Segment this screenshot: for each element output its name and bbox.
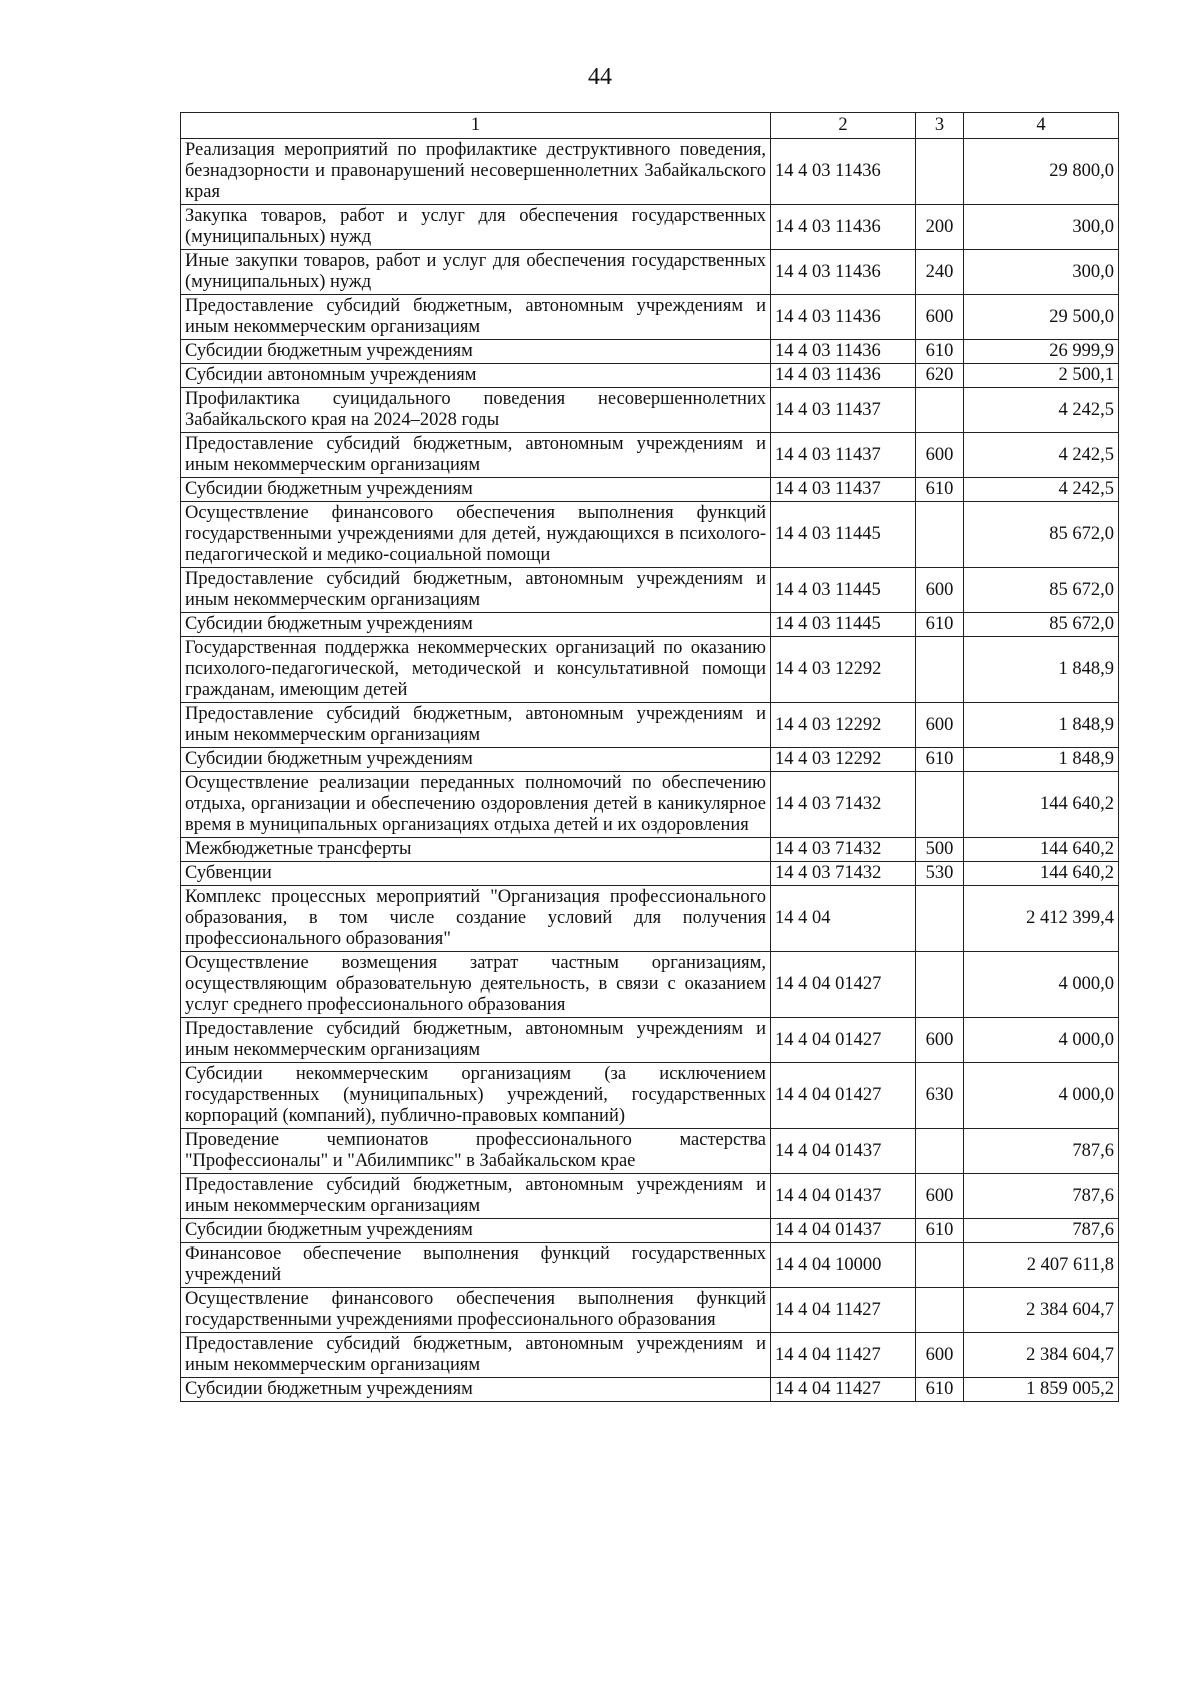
row-expense-type: 600: [916, 568, 964, 613]
row-expense-type: 610: [916, 478, 964, 502]
row-expense-type: 600: [916, 1018, 964, 1063]
row-name: Субсидии бюджетным учреждениям: [181, 1378, 771, 1402]
row-expense-type: 610: [916, 1378, 964, 1402]
table-row: [181, 1243, 1119, 1288]
row-code: 14 4 03 11436: [771, 205, 916, 250]
row-name: Субсидии бюджетным учреждениям: [181, 340, 771, 364]
table-row: [181, 1174, 1119, 1219]
row-amount: 85 672,0: [964, 568, 1119, 613]
row-amount: 4 000,0: [964, 952, 1119, 1018]
row-amount: 29 800,0: [964, 139, 1119, 205]
row-amount: 4 000,0: [964, 1018, 1119, 1063]
row-name: Субсидии автономным учреждениям: [181, 364, 771, 388]
row-amount: 2 500,1: [964, 364, 1119, 388]
row-expense-type: [916, 139, 964, 205]
row-amount: 2 384 604,7: [964, 1288, 1119, 1333]
row-code: 14 4 03 11436: [771, 364, 916, 388]
row-expense-type: 600: [916, 1333, 964, 1378]
page-number: 44: [588, 64, 612, 90]
row-name: Осуществление реализации переданных полномочий по обеспечению отдыха, организации и обеспечению оздоровления детей в каникулярное время в муниципальных организациях отдыха детей и их оздоровления: [181, 772, 771, 838]
row-amount: 85 672,0: [964, 613, 1119, 637]
row-code: 14 4 04 01427: [771, 952, 916, 1018]
table-row: [181, 637, 1119, 703]
row-name: Субсидии бюджетным учреждениям: [181, 748, 771, 772]
row-code: 14 4 04 01437: [771, 1129, 916, 1174]
table-row: [181, 250, 1119, 295]
header-col-2: 2: [771, 113, 916, 139]
row-code: 14 4 04 11427: [771, 1288, 916, 1333]
table-row: [181, 1378, 1119, 1402]
table-row: [181, 568, 1119, 613]
row-name: Предоставление субсидий бюджетным, автономным учреждениям и иным некоммерческим организациям: [181, 703, 771, 748]
row-code: 14 4 04 11427: [771, 1378, 916, 1402]
budget-table: [180, 112, 1119, 1402]
header-row: [181, 113, 1119, 139]
row-code: 14 4 03 71432: [771, 838, 916, 862]
row-name: Комплекс процессных мероприятий "Организация профессионального образования, в том числе создание условий для получения профессионального образования": [181, 886, 771, 952]
row-expense-type: [916, 1243, 964, 1288]
row-expense-type: [916, 502, 964, 568]
row-name: Проведение чемпионатов профессионального мастерства "Профессионалы" и "Абилимпикс" в Забайкальском крае: [181, 1129, 771, 1174]
row-amount: 787,6: [964, 1174, 1119, 1219]
row-expense-type: 610: [916, 748, 964, 772]
row-code: 14 4 04 10000: [771, 1243, 916, 1288]
row-amount: 29 500,0: [964, 295, 1119, 340]
row-expense-type: 620: [916, 364, 964, 388]
row-code: 14 4 03 11437: [771, 433, 916, 478]
row-expense-type: [916, 388, 964, 433]
row-expense-type: [916, 1288, 964, 1333]
row-name: Осуществление финансового обеспечения выполнения функций государственными учреждениями для детей, нуждающихся в психолого-педагогической и медико-социальной помощи: [181, 502, 771, 568]
row-amount: 1 848,9: [964, 637, 1119, 703]
row-name: Закупка товаров, работ и услуг для обеспечения государственных (муниципальных) нужд: [181, 205, 771, 250]
row-expense-type: [916, 772, 964, 838]
row-expense-type: [916, 952, 964, 1018]
table-row: [181, 1219, 1119, 1243]
row-expense-type: 200: [916, 205, 964, 250]
row-amount: 85 672,0: [964, 502, 1119, 568]
row-expense-type: 610: [916, 613, 964, 637]
table-row: [181, 862, 1119, 886]
row-code: 14 4 03 71432: [771, 862, 916, 886]
row-code: 14 4 03 11436: [771, 295, 916, 340]
row-name: Осуществление финансового обеспечения выполнения функций государственными учреждениями профессионального образования: [181, 1288, 771, 1333]
row-amount: 144 640,2: [964, 772, 1119, 838]
table-row: [181, 478, 1119, 502]
row-name: Предоставление субсидий бюджетным, автономным учреждениям и иным некоммерческим организациям: [181, 433, 771, 478]
row-code: 14 4 03 11437: [771, 388, 916, 433]
table-row: [181, 388, 1119, 433]
row-name: Предоставление субсидий бюджетным, автономным учреждениям и иным некоммерческим организациям: [181, 568, 771, 613]
row-amount: 4 000,0: [964, 1063, 1119, 1129]
row-code: 14 4 04 01427: [771, 1018, 916, 1063]
row-name: Субсидии бюджетным учреждениям: [181, 1219, 771, 1243]
table-row: [181, 748, 1119, 772]
row-expense-type: [916, 1129, 964, 1174]
row-code: 14 4 04 11427: [771, 1333, 916, 1378]
row-name: Субсидии бюджетным учреждениям: [181, 613, 771, 637]
row-expense-type: 610: [916, 1219, 964, 1243]
row-code: 14 4 03 11436: [771, 250, 916, 295]
table-row: [181, 838, 1119, 862]
row-amount: 2 407 611,8: [964, 1243, 1119, 1288]
row-code: 14 4 04: [771, 886, 916, 952]
table-body: [181, 139, 1119, 1402]
table-row: [181, 205, 1119, 250]
table-row: [181, 1018, 1119, 1063]
row-amount: 26 999,9: [964, 340, 1119, 364]
row-name: Предоставление субсидий бюджетным, автономным учреждениям и иным некоммерческим организациям: [181, 1174, 771, 1219]
table-row: [181, 1063, 1119, 1129]
row-amount: 1 848,9: [964, 703, 1119, 748]
row-expense-type: 240: [916, 250, 964, 295]
table-row: [181, 952, 1119, 1018]
row-name: Иные закупки товаров, работ и услуг для обеспечения государственных (муниципальных) нужд: [181, 250, 771, 295]
row-expense-type: 500: [916, 838, 964, 862]
table-row: [181, 886, 1119, 952]
row-amount: 4 242,5: [964, 388, 1119, 433]
row-expense-type: 610: [916, 340, 964, 364]
row-amount: 1 848,9: [964, 748, 1119, 772]
header-col-4: 4: [964, 113, 1119, 139]
table-row: [181, 433, 1119, 478]
row-name: Субвенции: [181, 862, 771, 886]
table-row: [181, 139, 1119, 205]
row-name: Субсидии некоммерческим организациям (за исключением государственных (муниципальных) учреждений, государственных корпораций (компаний), публично-правовых компаний): [181, 1063, 771, 1129]
row-code: 14 4 03 12292: [771, 637, 916, 703]
table-row: [181, 295, 1119, 340]
row-expense-type: 600: [916, 295, 964, 340]
row-name: Предоставление субсидий бюджетным, автономным учреждениям и иным некоммерческим организациям: [181, 295, 771, 340]
row-amount: 144 640,2: [964, 838, 1119, 862]
row-expense-type: [916, 637, 964, 703]
row-name: Предоставление субсидий бюджетным, автономным учреждениям и иным некоммерческим организациям: [181, 1333, 771, 1378]
row-code: 14 4 03 11437: [771, 478, 916, 502]
table-row: [181, 613, 1119, 637]
row-amount: 4 242,5: [964, 433, 1119, 478]
table-row: [181, 772, 1119, 838]
table-row: [181, 364, 1119, 388]
row-code: 14 4 04 01437: [771, 1219, 916, 1243]
row-code: 14 4 03 11445: [771, 568, 916, 613]
row-amount: 2 412 399,4: [964, 886, 1119, 952]
row-name: Профилактика суицидального поведения несовершеннолетних Забайкальского края на 2024–2028 годы: [181, 388, 771, 433]
row-amount: 787,6: [964, 1129, 1119, 1174]
row-expense-type: 600: [916, 1174, 964, 1219]
row-name: Финансовое обеспечение выполнения функций государственных учреждений: [181, 1243, 771, 1288]
row-amount: 300,0: [964, 250, 1119, 295]
table-row: [181, 1333, 1119, 1378]
row-name: Предоставление субсидий бюджетным, автономным учреждениям и иным некоммерческим организациям: [181, 1018, 771, 1063]
row-amount: 2 384 604,7: [964, 1333, 1119, 1378]
row-code: 14 4 04 01437: [771, 1174, 916, 1219]
row-amount: 300,0: [964, 205, 1119, 250]
table-row: [181, 1288, 1119, 1333]
row-name: Межбюджетные трансферты: [181, 838, 771, 862]
row-code: 14 4 03 11445: [771, 613, 916, 637]
row-amount: 144 640,2: [964, 862, 1119, 886]
row-name: Субсидии бюджетным учреждениям: [181, 478, 771, 502]
row-name: Осуществление возмещения затрат частным организациям, осуществляющим образовательную деятельность, в связи с оказанием услуг среднего профессионального образования: [181, 952, 771, 1018]
row-code: 14 4 03 12292: [771, 748, 916, 772]
row-code: 14 4 03 11436: [771, 340, 916, 364]
row-name: Государственная поддержка некоммерческих организаций по оказанию психолого-педагогической, методической и консультативной помощи гражданам, имеющим детей: [181, 637, 771, 703]
row-expense-type: 530: [916, 862, 964, 886]
table-row: [181, 1129, 1119, 1174]
row-expense-type: [916, 886, 964, 952]
row-code: 14 4 03 71432: [771, 772, 916, 838]
table-row: [181, 340, 1119, 364]
row-expense-type: 630: [916, 1063, 964, 1129]
table-row: [181, 703, 1119, 748]
header-col-1: 1: [181, 113, 771, 139]
row-expense-type: 600: [916, 433, 964, 478]
row-amount: 1 859 005,2: [964, 1378, 1119, 1402]
row-code: 14 4 03 12292: [771, 703, 916, 748]
header-col-3: 3: [916, 113, 964, 139]
row-code: 14 4 04 01427: [771, 1063, 916, 1129]
row-name: Реализация мероприятий по профилактике деструктивного поведения, безнадзорности и правонарушений несовершеннолетних Забайкальского края: [181, 139, 771, 205]
table-header: [181, 113, 1119, 139]
row-amount: 4 242,5: [964, 478, 1119, 502]
row-code: 14 4 03 11436: [771, 139, 916, 205]
row-expense-type: 600: [916, 703, 964, 748]
table-row: [181, 502, 1119, 568]
row-amount: 787,6: [964, 1219, 1119, 1243]
row-code: 14 4 03 11445: [771, 502, 916, 568]
